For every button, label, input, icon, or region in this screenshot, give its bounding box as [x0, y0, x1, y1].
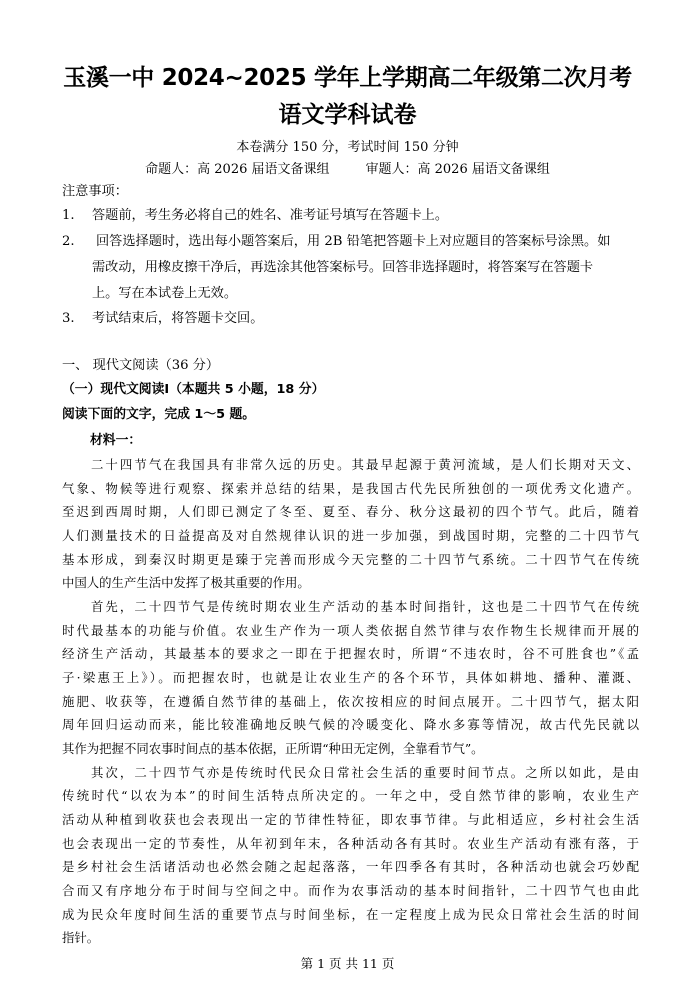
paragraph-line: 首先，二十四节气是传统时期农业生产活动的基本时间指针，这也是二十四节气在传统 [62, 599, 639, 614]
paragraph-line: 传统时代“以农为本”的时间生活特点所决定的。一年之中，受自然节律的影响，农业生产 [62, 788, 639, 803]
section-heading: 一、 现代文阅读（36 分） [62, 358, 220, 373]
paragraph-line: 中国人的生产生活中发挥了极其重要的作用。 [62, 575, 310, 590]
note-text: 答题前，考生务必将自己的姓名、准考证号填写在答题卡上。 [92, 208, 449, 223]
paragraph-line: 至迟到西周时期，人们即已测定了冬至、夏至、春分、秋分这最初的四个节气。此后，随着 [62, 504, 639, 519]
paragraph-line: 合而又有序地分布于时间与空间之中。而作为农事活动的基本时间指针，二十四节气也由此 [62, 883, 639, 898]
paragraph-line: 其次，二十四节气亦是传统时代民众日常社会生活的重要时间节点。之所以如此，是由 [62, 765, 639, 780]
reading-instruction: 阅读下面的文字，完成 1～5 题。 [62, 407, 256, 422]
exam-title-line2: 语文学科试卷 [278, 102, 417, 128]
note-text: 上。写在本试卷上无效。 [92, 286, 238, 301]
authors-line [0, 161, 695, 179]
exam-title-line1: 玉溪一中 2024~2025 学年上学期高二年级第二次月考 [63, 65, 632, 91]
paragraph-line: 二十四节气在我国具有非常久远的历史。其最早起源于黄河流域，是人们长期对天文、 [62, 457, 639, 472]
paragraph-line: 基本形成，到秦汉时期更是臻于完善而形成今天完整的二十四节气系统。二十四节气在传统 [62, 552, 639, 567]
paragraph-line: 是乡村社会生活诸活动也必然会随之起起落落，一年四季各有其时，各种活动也就会巧妙配 [62, 859, 639, 874]
reviewer-label: 审题人：高 2026 届语文备课组 [365, 162, 550, 177]
note-number: 3. [62, 311, 75, 326]
page-footer: 第 1 页 共 11 页 [300, 956, 395, 971]
notes-heading: 注意事项： [62, 184, 128, 199]
note-text: 需改动，用橡皮擦干净后，再选涂其他答案标号。回答非选择题时，将答案写在答题卡 [92, 260, 594, 275]
paragraph-line: 其作为把握不同农事时间点的基本依据，正所谓“种田无定例，全靠看节气”。 [62, 741, 484, 756]
paragraph-line: 活动从种植到收获也会表现出一定的节律性特征，即农事节律。与此相适应，乡村社会生活 [62, 812, 639, 827]
paragraph-line: 人们测量技术的日益提高及对自然规律认识的进一步加强，到战国时期，完整的二十四节气 [62, 528, 639, 543]
note-text: 考试结束后，将答题卡交回。 [92, 311, 264, 326]
note-number: 1. [62, 208, 75, 223]
paragraph-line: 施肥、收获等，在遵循自然节律的基础上，依次按相应的时间点展开。二十四节气，据太阳 [62, 694, 639, 709]
note-number: 2. [62, 234, 75, 249]
paragraph-line: 气象、物候等进行观察、探索并总结的结果，是我国古代先民所独创的一项优秀文化遗产。 [62, 481, 639, 496]
paragraph-line: 经济生产活动，其最基本的要求之一即在于把握农时，所谓“不违农时，谷不可胜食也”《孟 [62, 646, 639, 661]
creator-label: 命题人：高 2026 届语文备课组 [145, 162, 330, 177]
paragraph-line: 成为民众年度时间生活的重要节点与时间坐标，在一定程度上成为民众日常社会生活的时间 [62, 907, 639, 922]
paragraph-line: 也会表现出一定的节奏性，从年初到年末，各种活动各有其时。农业生产活动有涨有落，于 [62, 836, 639, 851]
paragraph-line: 子·梁惠王上》）。而把握农时，也就是让农业生产的各个环节，具体如耕地、播种、灌溉、 [62, 670, 639, 685]
sub-section-heading: （一）现代文阅读Ⅰ（本题共 5 小题，18 分） [62, 382, 325, 397]
note-text: 回答选择题时，选出每小题答案后，用 2B 铅笔把答题卡上对应题目的答案标号涂黑。如 [96, 234, 611, 249]
material-label: 材料一： [90, 433, 142, 448]
exam-info: 本卷满分 150 分，考试时间 150 分钟 [236, 140, 459, 155]
paragraph-line: 周年回归运动而来，能比较准确地反映气候的冷暖变化、降水多寡等情况，故古代先民就以 [62, 717, 639, 732]
paragraph-line: 指针。 [62, 930, 100, 945]
paragraph-line: 时代最基本的功能与价值。农业生产作为一项人类依据自然节律与农作物生长规律而开展的 [62, 623, 639, 638]
